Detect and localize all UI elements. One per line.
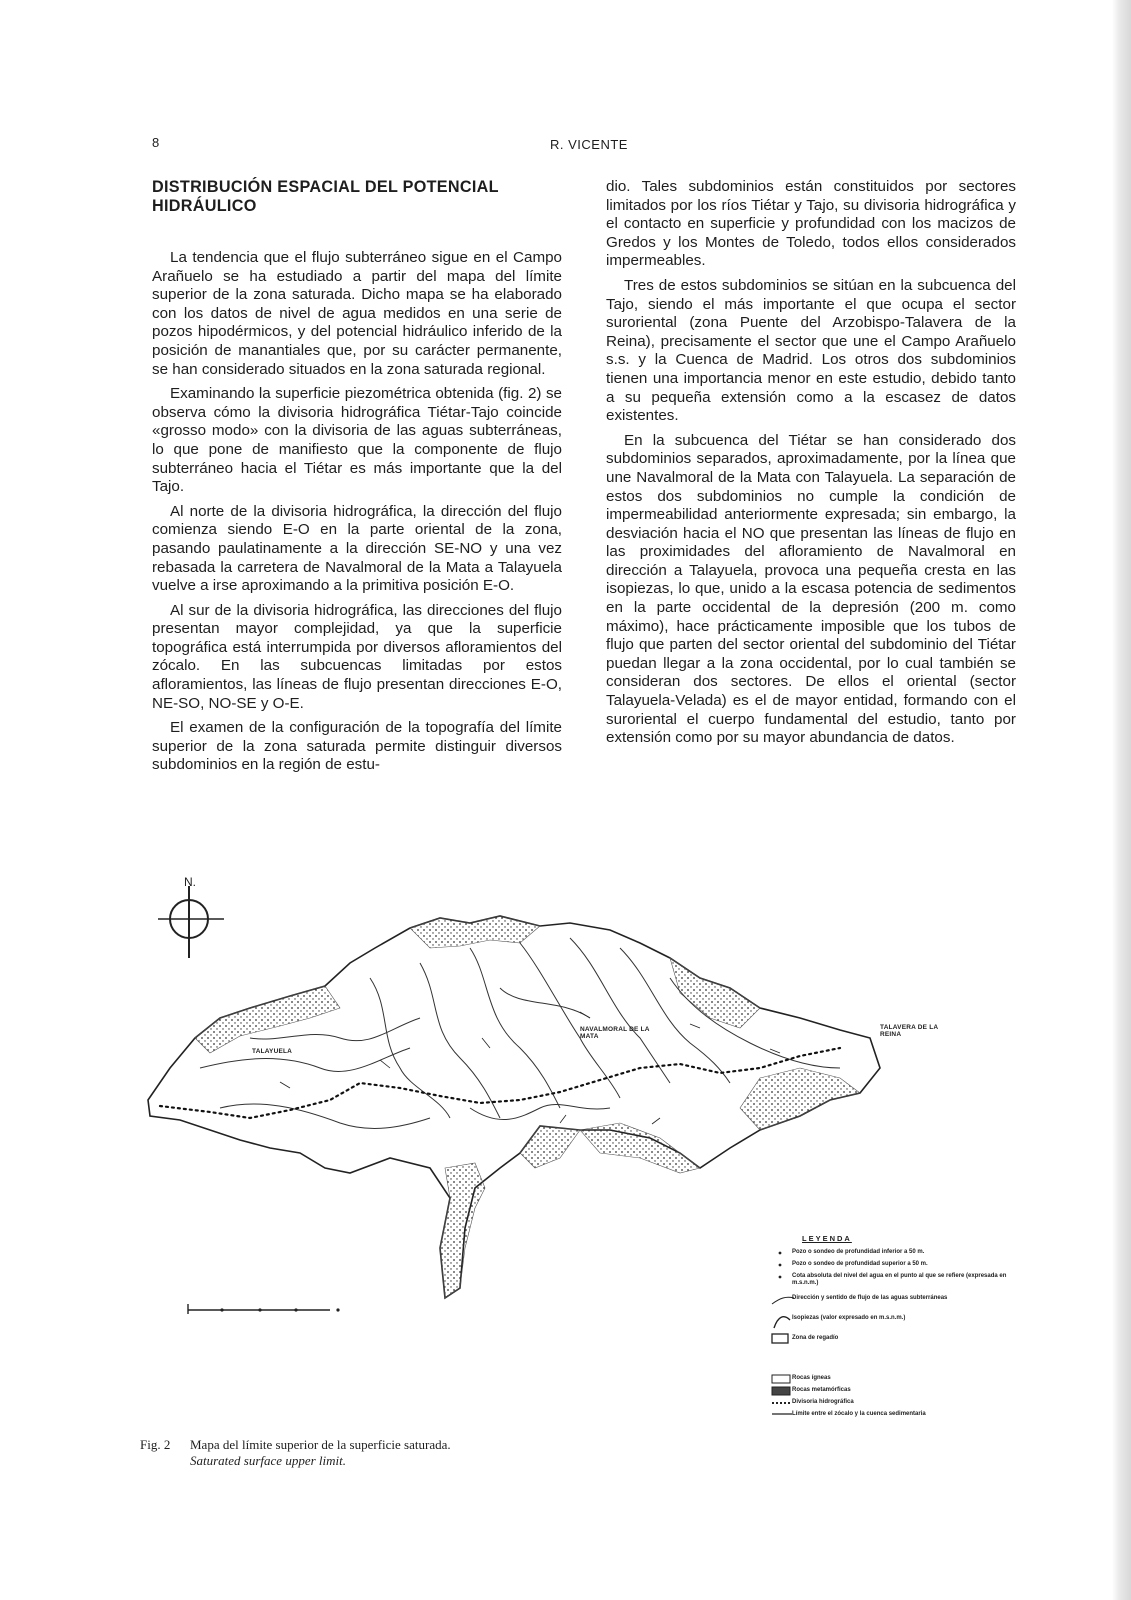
caption-text-en: Saturated surface upper limit.	[190, 1453, 346, 1468]
paragraph: Al norte de la divisoria hidrográfica, la dirección del flujo comienza siendo E-O en la parte oriental de la zona, pasando paulatinamente a la dirección SE-NO y una vez rebasada la carretera de Navalmoral de la Mata a Talayuela vuelve a irse aproximando a la primitiva posición E-O.	[152, 502, 562, 595]
caption-text-es: Mapa del límite superior de la superficie saturada.	[190, 1437, 451, 1452]
caption-label: Fig. 2	[140, 1437, 171, 1452]
right-column	[606, 178, 1016, 754]
paragraph: Al sur de la divisoria hidrográfica, las direcciones del flujo presentan mayor complejidad, ya que la superficie topográfica está interrumpida por diversos afloramientos del zócalo. En las subcuencas limitadas por estos afloramientos, las líneas de flujo presentan direcciones E-O, NE-SO, NO-SE y O-E.	[152, 601, 562, 712]
paragraph: La tendencia que el flujo subterráneo sigue en el Campo Arañuelo se ha estudiado a partir del mapa del límite superior de la zona saturada. Dicho mapa se ha elaborado con los datos de nivel de agua medidos en una serie de pozos hipodérmicos, y del potencial hidráulico inferido de la posición de manantiales que, por su carácter permanente, se han considerado situados en la zona saturada regional.	[152, 249, 562, 378]
legend-item: Rocas metamórficas	[792, 1387, 851, 1393]
legend-item: Pozo o sondeo de profundidad superior a 50 m.	[792, 1261, 928, 1267]
left-column	[152, 178, 562, 781]
paragraph: Examinando la superficie piezométrica obtenida (fig. 2) se observa cómo la divisoria hidrográfica Tiétar-Tajo coincide «grosso modo» con la divisoria de las aguas subterráneas, lo que pone de manifiesto que la componente de flujo subterráneo hacia el Tiétar es más importante que la del Tajo.	[152, 385, 562, 496]
legend-item: Rocas ígneas	[792, 1375, 831, 1381]
paragraph: Tres de estos subdominios se sitúan en la subcuenca del Tajo, siendo el más importante el que ocupa el sector suroriental (zona Puente del Arzobispo-Talavera de la Reina), precisamente el sector que une el Campo Arañuelo s.s. y la Cuenca de Madrid. Los otros dos subdominios tienen una importancia menor en este estudio, debido tanto a su pequeña extensión como a la escasez de datos existentes.	[606, 276, 1016, 425]
place-label-navalmoral: NAVALMORAL DE LA MATA	[580, 1026, 650, 1040]
legend-item: Isopiezas (valor expresado en m.s.n.m.)	[792, 1315, 906, 1321]
legend-title: LEYENDA	[802, 1234, 852, 1243]
page-number: 8	[152, 135, 160, 150]
north-label: N.	[184, 875, 196, 889]
figure-caption	[140, 1437, 451, 1469]
legend-item: Zona de regadío	[792, 1335, 839, 1341]
scale-bar	[188, 1304, 340, 1314]
figure-map	[140, 868, 1020, 1428]
map-drawing	[140, 868, 1020, 1428]
paragraph: En la subcuenca del Tiétar se han considerado dos subdominios separados, aproximadamente, por la línea que une Navalmoral de la Mata con Talayuela. La separación de estos dos subdominios no cumple la condición de impermeabilidad anteriormente expresada; sin embargo, la desviación hacia el NO que presentan las líneas de flujo en las proximidades del afloramiento de Navalmoral en dirección a Talayuela, provoca una pequeña cresta en las isopiezas, lo que, unido a la escasa potencia de sedimentos en la parte occidental de la depresión (200 m. como máximo), hace prácticamente imposible que los tubos de flujo que parten del sector oriental del subdominio del Tiétar puedan llegar a la zona occidental, por lo cual también se consideran dos sectores. De ellos el oriental (sector Talayuela-Velada) es el de mayor entidad, formando con el suroriental el cuerpo fundamental del estudio, tanto por extensión como por su mayor abundancia de datos.	[606, 431, 1016, 747]
paragraph: dio. Tales subdominios están constituidos por sectores limitados por los ríos Tiétar y Tajo, su divisoria hidrográfica y el contacto en superficie y profundidad con los macizos de Gredos y los Montes de Toledo, todos ellos considerados impermeables.	[606, 178, 1016, 270]
running-head: R. VICENTE	[550, 137, 628, 152]
section-title: DISTRIBUCIÓN ESPACIAL DEL POTENCIAL HIDRÁULICO	[152, 178, 499, 215]
place-label-talavera: TALAVERA DE LA REINA	[880, 1024, 939, 1038]
legend-item: Cota absoluta del nivel del agua en el punto al que se refiere (expresada en m.s.n.m.)	[792, 1273, 1007, 1286]
legend-item: Límite entre el zócalo y la cuenca sedimentaria	[792, 1411, 926, 1417]
north-arrow-icon	[158, 886, 224, 958]
legend-item: Divisoria hidrográfica	[792, 1399, 854, 1405]
legend-item: Dirección y sentido de flujo de las aguas subterráneas	[792, 1295, 948, 1301]
paragraph: El examen de la configuración de la topografía del límite superior de la zona saturada permite distinguir diversos subdominios en la región de estu-	[152, 719, 562, 774]
page-edge-shadow	[1112, 0, 1131, 1600]
place-label-talayuela: TALAYUELA	[252, 1048, 293, 1055]
legend-item: Pozo o sondeo de profundidad inferior a 50 m.	[792, 1249, 925, 1255]
